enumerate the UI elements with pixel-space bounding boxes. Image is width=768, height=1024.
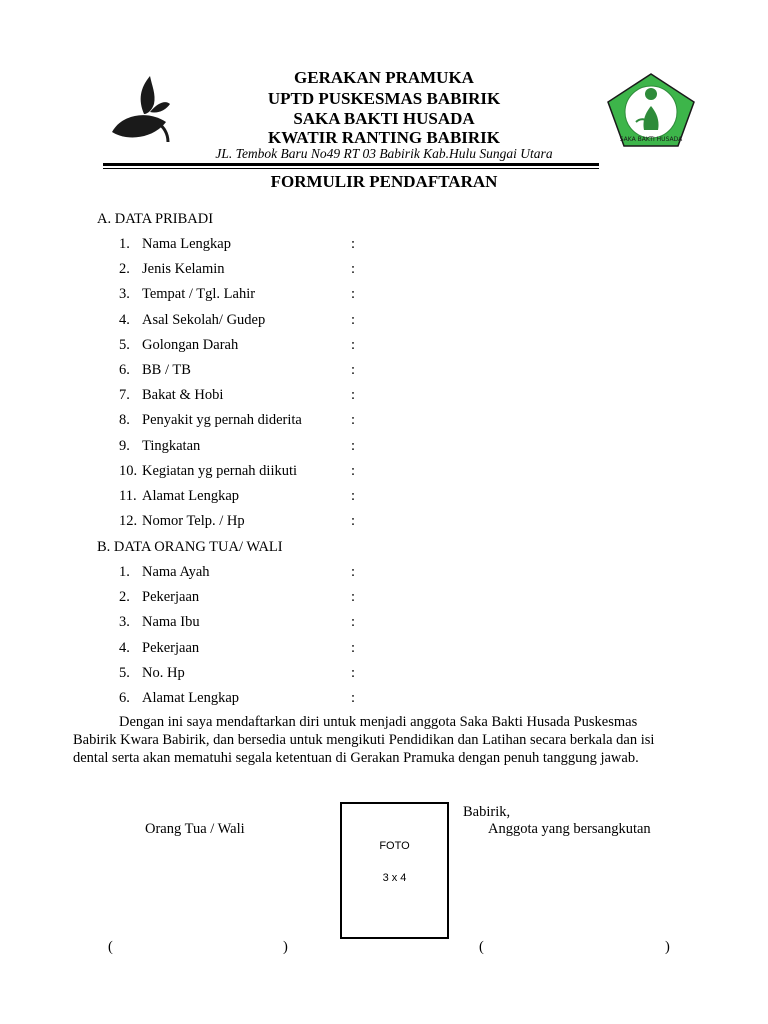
field-number: 6. (119, 362, 130, 378)
member-sign-close-paren: ) (665, 939, 670, 955)
section-b-field-row (119, 613, 419, 631)
header-rule-thin (103, 168, 599, 169)
field-colon: : (351, 513, 356, 530)
field-colon: : (351, 614, 356, 631)
org-line-4: KWATIR RANTING BABIRIK (267, 128, 501, 147)
field-label: Nama Ibu (142, 614, 200, 631)
field-colon: : (351, 387, 356, 404)
section-b-field-row (119, 588, 419, 606)
field-label: Bakat & Hobi (142, 387, 224, 404)
parent-sign-open-paren: ( (108, 939, 113, 955)
field-number: 2. (119, 261, 130, 278)
org-line-1: GERAKAN PRAMUKA (294, 68, 474, 87)
field-number: 4. (119, 639, 130, 656)
field-colon: : (351, 462, 356, 479)
field-label: Golongan Darah (142, 336, 239, 353)
field-number: 11. (119, 488, 137, 504)
section-a-field-row (119, 411, 419, 429)
field-label: Tempat / Tgl. Lahir (142, 286, 256, 303)
statement-line: Babirik Kwara Babirik, dan bersedia untuk mengikuti Pendidikan dan Latihan secara berkala dan isi (73, 732, 655, 748)
field-number: 1. (119, 564, 130, 580)
field-number: 3. (119, 614, 130, 631)
field-label: Alamat Lengkap (142, 690, 240, 706)
field-number: 4. (119, 311, 130, 328)
parent-sign-close-paren: ) (283, 939, 288, 955)
org-line-3: SAKA BAKTI HUSADA (293, 109, 475, 128)
field-label: Nama Lengkap (142, 236, 231, 252)
statement-line: dental serta akan mematuhi segala ketentuan di Gerakan Pramuka dengan penuh tanggung jawab. (73, 750, 639, 766)
statement-paragraph (73, 713, 695, 767)
field-colon: : (351, 639, 356, 656)
section-a-field-row (119, 285, 419, 303)
field-colon: : (351, 286, 356, 303)
section-a-field-row (119, 437, 419, 455)
section-a-field-row (119, 311, 419, 329)
field-number: 8. (119, 412, 130, 429)
member-sign-open-paren: ( (479, 939, 484, 955)
section-a-field-row (119, 487, 419, 505)
photo-size: 3 x 4 (382, 872, 407, 884)
field-number: 2. (119, 589, 130, 606)
field-number: 6. (119, 690, 130, 706)
field-label: Alamat Lengkap (142, 488, 240, 504)
form-title: FORMULIR PENDAFTARAN (270, 172, 498, 191)
field-colon: : (351, 236, 356, 252)
field-colon: : (351, 690, 356, 706)
section-a-heading: A. DATA PRIBADI (97, 211, 214, 227)
org-line-2: UPTD PUSKESMAS BABIRIK (267, 89, 501, 108)
parent-signature-label: Orang Tua / Wali (145, 821, 245, 837)
field-label: Pekerjaan (142, 589, 200, 606)
field-number: 9. (119, 437, 130, 454)
field-label: Jenis Kelamin (142, 261, 225, 278)
field-label: No. Hp (142, 664, 185, 681)
field-label: Nomor Telp. / Hp (142, 513, 245, 530)
field-colon: : (351, 664, 356, 681)
field-colon: : (351, 488, 356, 504)
member-signature-label: Anggota yang bersangkutan (488, 821, 651, 837)
field-number: 3. (119, 286, 130, 303)
field-label: Nama Ayah (142, 564, 210, 580)
field-number: 5. (119, 336, 130, 353)
section-a-field-row (119, 386, 419, 404)
section-b-field-row (119, 563, 419, 581)
section-a-field-row (119, 260, 419, 278)
photo-label: FOTO (379, 840, 410, 852)
section-b-field-row (119, 689, 419, 707)
header-rule-thick (103, 163, 599, 166)
field-colon: : (351, 589, 356, 606)
section-a-field-row (119, 462, 419, 480)
section-b-heading: B. DATA ORANG TUA/ WALI (97, 539, 283, 555)
field-colon: : (351, 336, 356, 353)
section-b-field-row (119, 664, 419, 682)
field-colon: : (351, 362, 356, 378)
field-number: 12. (119, 513, 138, 530)
field-label: Pekerjaan (142, 639, 200, 656)
section-a-field-row (119, 512, 419, 530)
field-label: BB / TB (142, 362, 191, 378)
field-number: 1. (119, 236, 130, 252)
field-label: Penyakit yg pernah diderita (142, 412, 302, 429)
field-label: Kegiatan yg pernah diikuti (142, 462, 298, 479)
field-number: 7. (119, 387, 130, 404)
section-b-field-row (119, 639, 419, 657)
field-label: Asal Sekolah/ Gudep (142, 311, 266, 328)
field-colon: : (351, 311, 356, 328)
field-colon: : (351, 412, 356, 429)
section-a-field-row (119, 336, 419, 354)
field-colon: : (351, 437, 356, 454)
field-colon: : (351, 564, 356, 580)
section-a-field-row (119, 361, 419, 379)
field-label: Tingkatan (142, 437, 201, 454)
field-colon: : (351, 261, 356, 278)
address: JL. Tembok Baru No49 RT 03 Babirik Kab.Hulu Sungai Utara (215, 146, 553, 161)
logo-text: SAKA BAKTI HUSADA (619, 136, 683, 143)
field-number: 10. (119, 462, 138, 479)
field-number: 5. (119, 664, 130, 681)
section-a-field-row (119, 235, 419, 253)
statement-line: Dengan ini saya mendaftarkan diri untuk menjadi anggota Saka Bakti Husada Puskesmas (119, 714, 638, 730)
photo-box (340, 802, 449, 939)
place-label: Babirik, (463, 804, 511, 820)
